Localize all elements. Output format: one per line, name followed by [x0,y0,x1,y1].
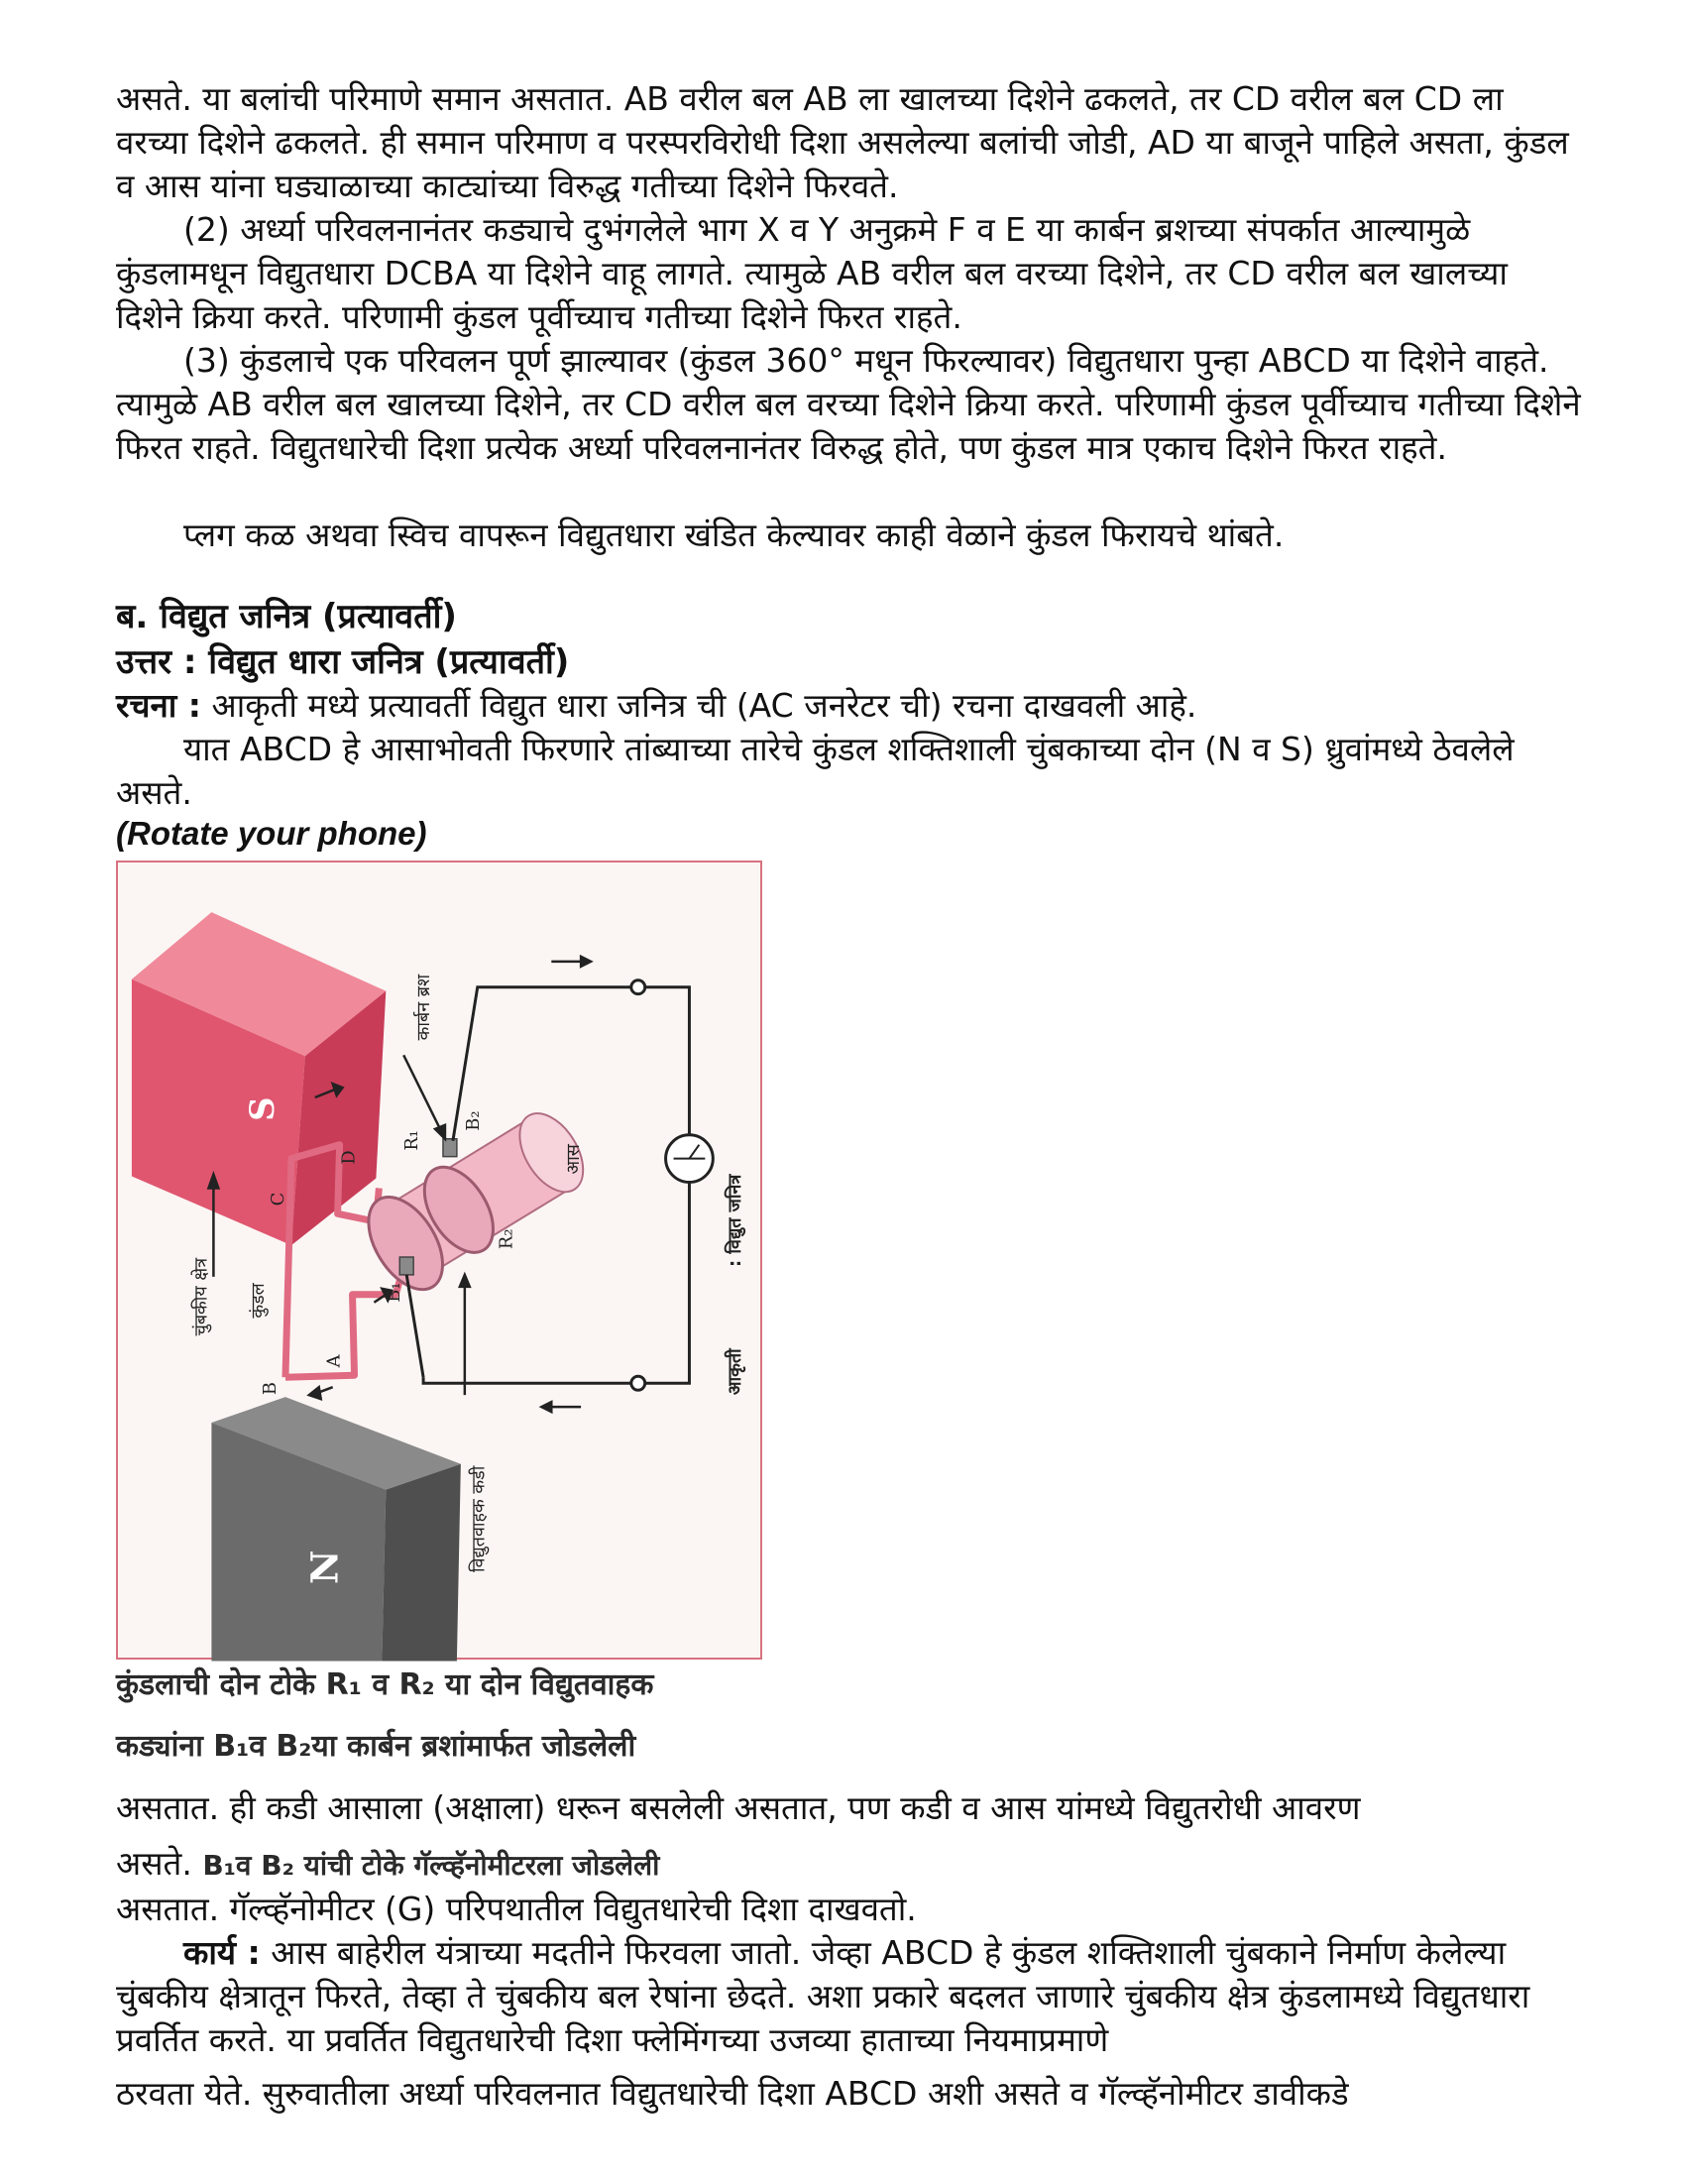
rotate-phone-note: (Rotate your phone) [116,815,427,852]
section-heading: ब. विद्युत जनित्र (प्रत्यावर्ती) [116,597,457,636]
magnet-n [211,1397,460,1661]
paragraph-galvanometer: असतात. गॅल्व्हॅनोमीटर (G) परिपथातील विद्युतधारेची दिशा दाखवतो. [116,1890,917,1928]
label-r1: R₁ [401,1130,423,1151]
label-b: B [260,1382,281,1396]
magnet-s-label: S [242,1096,282,1121]
cutoff-line-text: ठरवता येते. सुरुवातीला अर्ध्या परिवलनात विद्युतधारेची दिशा ABCD अशी असते व गॅल्व्हॅनोमीटर डावीकडे [116,2074,1349,2113]
structure-label: रचना : [116,686,201,725]
magnet-n-label: N [302,1550,347,1584]
paragraph-coil-description: यात ABCD हे आसाभोवती फिरणारे तांब्याच्या तारेचे कुंडल शक्तिशाली चुंबकाच्या दोन (N व S) ध्रुवांमध्ये ठेवलेले असते. [116,730,1515,812]
galvanometer [666,1135,714,1183]
label-r2: R₂ [496,1228,517,1250]
label-conductor-ring: विद्युतवाहक कडी [468,1465,490,1573]
paragraph-switch-note: प्लग कळ अथवा स्विच वापरून विद्युतधारा खंडित केल्यावर काही वेळाने कुंडल फिरायचे थांबते. [183,516,1285,554]
label-coil: कुंडल [248,1283,270,1319]
ac-generator-diagram [118,862,760,1658]
structure-text: आकृती मध्ये प्रत्यावर्ती विद्युत धारा जनित्र ची (AC जनरेटर ची) रचना दाखवली आहे. [201,686,1197,725]
figure-caption-line-1: कुंडलाची दोन टोके R₁ व R₂ या दोन विद्युतवाहक [116,1667,654,1702]
label-d: D [338,1150,360,1165]
paragraph-structure [116,684,1583,728]
magnet-s [132,912,386,1245]
cutoff-line [116,2074,1583,2116]
answer-heading: उत्तर : विद्युत धारा जनित्र (प्रत्यावर्ती) [116,642,570,682]
label-figure: आकृती [725,1348,746,1396]
paragraph-brushes [116,1842,1583,1888]
label-b2: B₂ [462,1110,484,1131]
brushes-lead: असते. [116,1844,203,1883]
paragraph-step-3: (3) कुंडलाचे एक परिवलन पूर्ण झाल्यावर (कुंडल 360° मधून फिरल्यावर) विद्युतधारा पुन्हा ABCD या दिशेने वाहते. त्यामुळे AB वरील बल खालच्या दिशेने, तर CD वरील बल वरच्या दिशेने क्रिया करते. परिणामी कुंडल पूर्वीच्याच गतीच्या दिशेने फिरत राहते. विद्युतधारेची दिशा प्रत्येक अर्ध्या परिवलनानंतर विरुद्ध होते, पण कुंडल मात्र एकाच दिशेने फिरत राहते. [116,341,1581,467]
label-carbon-brush: कार्बन ब्रश [413,974,435,1041]
ac-generator-figure [116,861,762,1660]
figure-caption-line-2: कड्यांना B₁व B₂या कार्बन ब्रशांमार्फत जोडलेली [116,1729,636,1764]
axle [354,1102,597,1303]
paragraph-continuation: असते. या बलांची परिमाणे समान असतात. AB वरील बल AB ला खालच्या दिशेने ढकलते, तर CD वरील बल CD ला वरच्या दिशेने ढकलते. ही समान परिमाण व परस्परविरोधी दिशा असलेल्या बलांची जोडी, AD या बाजूने पाहिले असता, कुंडल व आस यांना घड्याळाच्या काट्यांच्या विरुद्ध गतीच्या दिशेने फिरवते. [116,79,1569,205]
paragraph-rings: असतात. ही कडी आसाला (अक्षाला) धरून बसलेली असतात, पण कडी व आस यांमध्ये विद्युतरोधी आवरण [116,1788,1361,1827]
brushes-inline-caption: B₁व B₂ यांची टोके गॅल्व्हॅनोमीटरला जोडलेली [202,1849,660,1882]
label-a: A [323,1354,345,1368]
label-b1: B₁ [384,1282,405,1303]
paragraph-step-2: (2) अर्ध्या परिवलनानंतर कड्याचे दुभंगलेले भाग X व Y अनुक्रमे F व E या कार्बन ब्रशच्या संपर्कात आल्यामुळे कुंडलामधून विद्युतधारा DCBA या दिशेने वाहू लागते. त्यामुळे AB वरील बल वरच्या दिशेने, तर CD वरील बल खालच्या दिशेने क्रिया करते. परिणामी कुंडल पूर्वीच्याच गतीच्या दिशेने फिरत राहते. [116,210,1508,336]
working-label: कार्य : [183,1933,261,1972]
label-magnetic-field: चुंबकीय क्षेत्र [190,1257,212,1336]
label-c: C [267,1192,288,1207]
label-axle: आस [563,1144,585,1175]
working-text: आस बाहेरील यंत्राच्या मदतीने फिरवला जातो. जेव्हा ABCD हे कुंडल शक्तिशाली चुंबकाने निर्माण केलेल्या चुंबकीय क्षेत्रातून फिरते, तेव्हा ते चुंबकीय बल रेषांना छेदते. अशा प्रकारे बदलत जाणारे चुंबकीय क्षेत्र कुंडलामध्ये विद्युतधारा प्रवर्तित करते. या प्रवर्तित विद्युतधारेची दिशा फ्लेमिंगच्या उजव्या हाताच्या नियमाप्रमाणे [116,1933,1530,2059]
paragraph-working [116,1931,1583,2062]
label-figure-title: : विद्युत जनित्र [725,1174,746,1267]
